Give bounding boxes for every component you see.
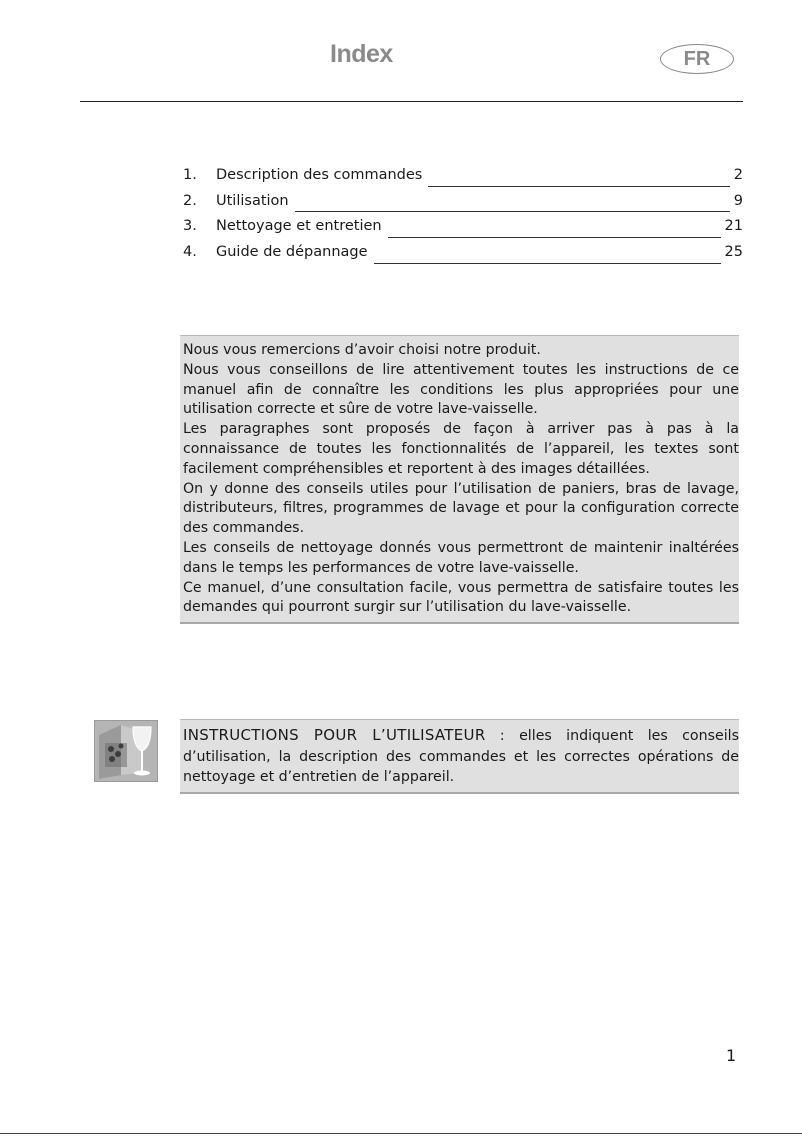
toc-entry[interactable] — [183, 218, 743, 244]
header-divider — [80, 101, 743, 102]
intro-paragraph: On y donne des conseils utiles pour l’utilisation de paniers, bras de lavage, distributeurs, filtres, programmes de lavage et pour la configuration correcte des commandes. — [183, 480, 739, 537]
toc-leader-line — [295, 211, 730, 212]
toc-entry-page: 2 — [733, 167, 743, 183]
page-number: 1 — [726, 1046, 737, 1065]
intro-paragraph: Les paragraphes sont proposés de façon à arriver pas à pas à la connaissance de toutes les fonctionnalités de l’appareil, les textes sont facilement compréhensibles et reportent à des images détaillées. — [183, 421, 739, 477]
dishwasher-glass-icon — [94, 720, 158, 782]
toc-entry-number: 4. — [183, 244, 197, 260]
toc-entry[interactable] — [183, 167, 743, 193]
toc-leader-line — [428, 186, 729, 187]
page-title: Index — [330, 40, 393, 68]
toc-entry-page: 21 — [724, 218, 743, 234]
intro-paragraph: Nous vous conseillons de lire attentivement toutes les instructions de ce manuel afin de connaître les conditions les plus appropriées pour une utilisation correcte et sûre de votre lave-vaisselle. — [183, 361, 739, 418]
table-of-contents — [183, 167, 743, 270]
footer-divider — [0, 1133, 802, 1134]
toc-entry-number: 1. — [183, 167, 197, 183]
toc-entry-number: 2. — [183, 193, 197, 209]
toc-entry-label: Guide de dépannage — [216, 244, 368, 260]
toc-entry-page: 9 — [733, 193, 743, 209]
toc-entry[interactable] — [183, 244, 743, 270]
toc-entry-label: Description des commandes — [216, 167, 423, 183]
user-instructions-heading: INSTRUCTIONS POUR L’UTILISATEUR — [183, 726, 486, 744]
intro-paragraph: Ce manuel, d’une consultation facile, vous permettra de satisfaire toutes les demandes qui pourront surgir sur l’utilisation du lave-vaisselle. — [183, 579, 739, 616]
intro-paragraph: Nous vous remercions d’avoir choisi notre produit. — [183, 342, 541, 358]
toc-leader-line — [374, 263, 721, 264]
toc-entry[interactable] — [183, 193, 743, 218]
intro-paragraph: Les conseils de nettoyage donnés vous permettront de maintenir inaltérées dans le temps les performances de votre lave-vaisselle. — [183, 539, 739, 576]
toc-entry-label: Nettoyage et entretien — [216, 218, 382, 234]
toc-leader-line — [388, 237, 721, 238]
toc-entry-page: 25 — [724, 244, 743, 260]
user-instructions-text: : elles indiquent les conseils d’utilisation, la description des commandes et les correctes opérations de nettoyage et d’entretien de l’appareil. — [183, 728, 740, 785]
intro-box — [180, 335, 739, 624]
user-instructions-box — [180, 719, 739, 794]
toc-entry-label: Utilisation — [216, 193, 289, 209]
toc-entry-number: 3. — [183, 218, 197, 234]
language-badge: FR — [660, 44, 734, 74]
